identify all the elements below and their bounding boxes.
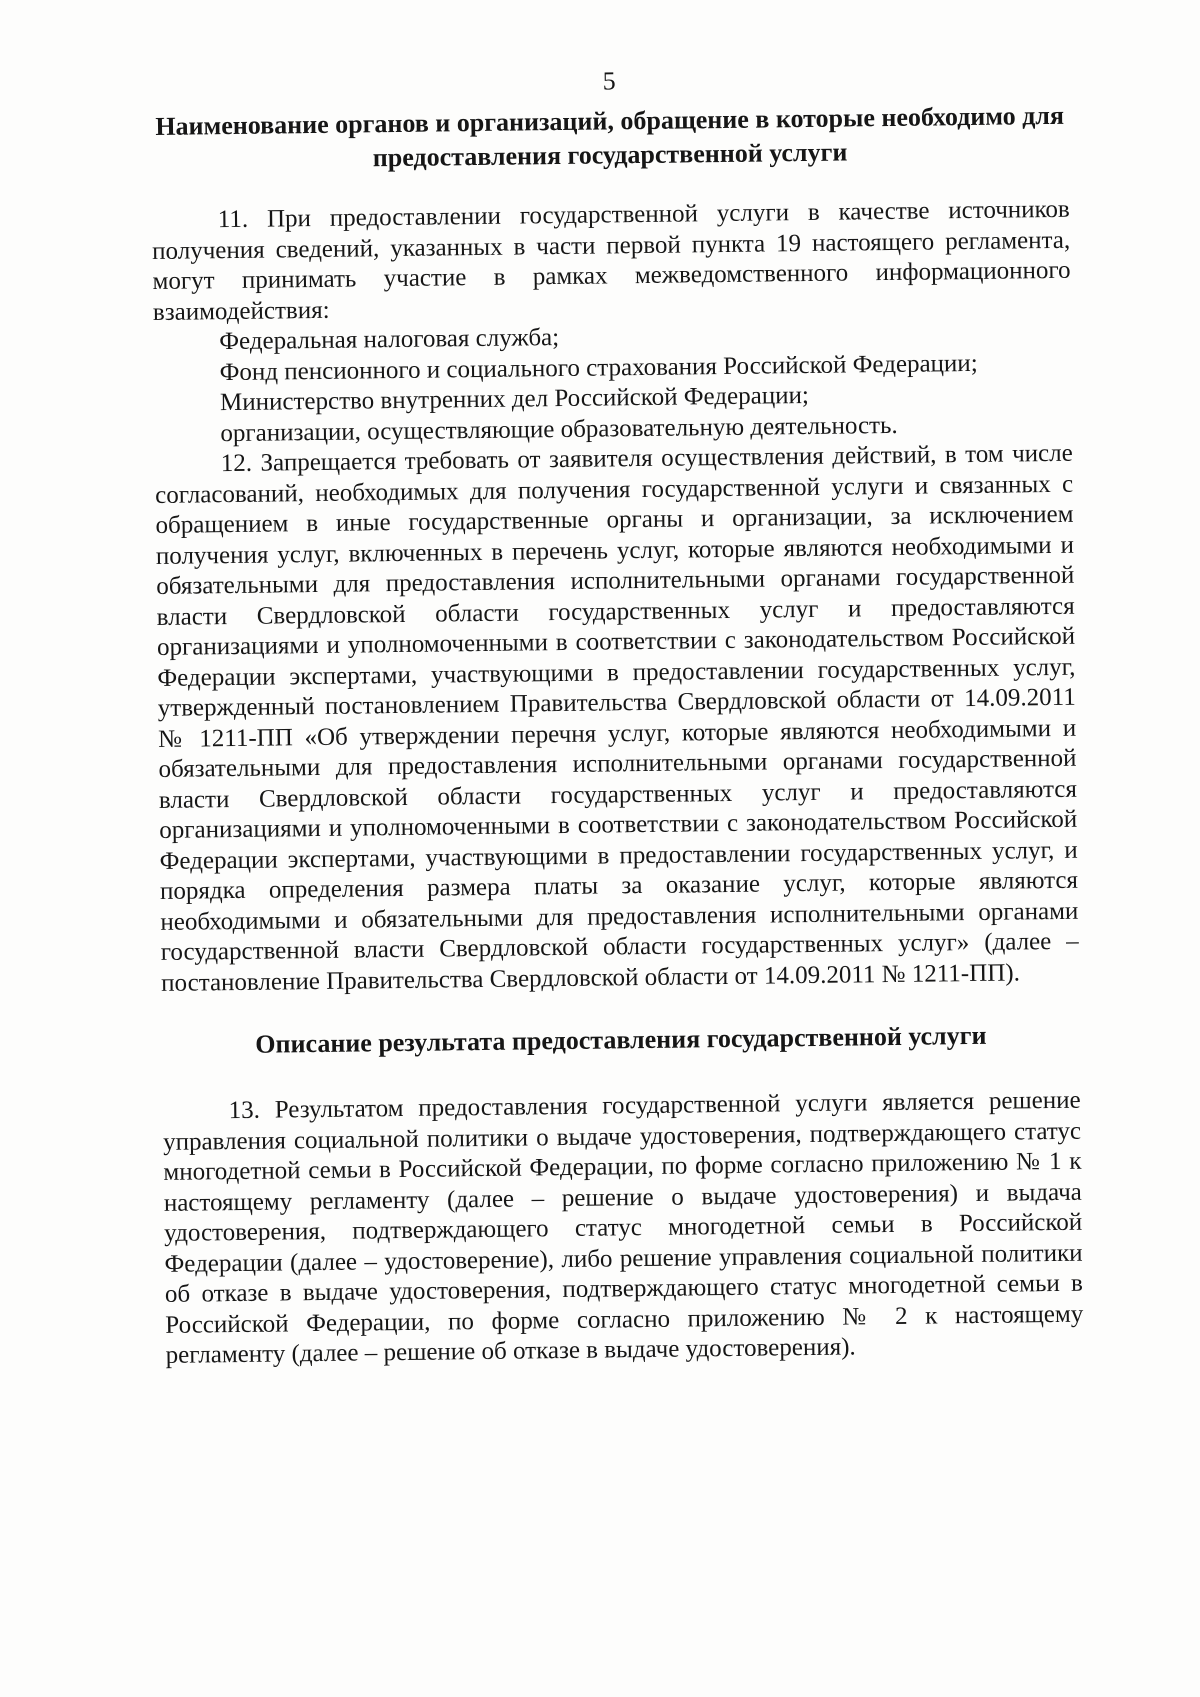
- agency-list: [153, 317, 1072, 450]
- page-content: [150, 59, 1084, 1372]
- paragraph-13: 13. Результатом предоставления государственной услуги является решение управления социальной политики о выдаче удостоверения, подтверждающего статус многодетной семьи в Российской Федерации, по форме согласно приложению № 1 к настоящему регламенту (далее – решение о выдаче удостоверения) и выдача удостоверения, подтверждающего статус многодетной семьи в Российской Федерации (далее – удостоверение), либо решение управления социальной политики об отказе в выдаче удостоверения, подтверждающего статус многодетной семьи в Российской Федерации, по форме согласно приложению № 2 к настоящему регламенту (далее – решение об отказе в выдаче удостоверения).: [162, 1086, 1084, 1369]
- page-number: 5: [602, 66, 616, 96]
- paragraph-12: 12. Запрещается требовать от заявителя осуществления действий, в том числе согласований, необходимых для получения государственной услуги и связанных с обращением в иные государственные органы и организации, за исключением получения услуг, включенных в перечень услуг, которые являются необходимыми и обязательными для предоставления исполнительными органами государственной власти Свердловской области государственных услуг и предоставляются организациями и уполномоченными в соответствии с законодательством Российской Федерации экспертами, участвующими в предоставлении государственных услуг, утвержденный постановлением Правительства Свердловской области от 14.09.2011 № 1211-ПП «Об утверждении перечня услуг, которые являются необходимыми и обязательными для предоставления исполнительными органами государственной власти Свердловской области государственных услуг и предоставляются организациями и уполномоченными в соответствии с законодательством Российской Федерации экспертами, участвующими в предоставлении государственных услуг, и порядка определения размера платы за оказание услуг, которые являются необходимыми и обязательными для предоставления исполнительными органами государственной власти Свердловской области государственных услуг» (далее – постановление Правительства Свердловской области от 14.09.2011 № 1211-ПП).: [155, 439, 1079, 997]
- paragraph-11: 11. При предоставлении государственной услуги в качестве источников получения сведений, указанных в части первой пункта 19 настоящего регламента, могут принимать участие в рамках межведомственного информационного взаимодействия:: [152, 195, 1071, 326]
- list-item: Министерство внутренних дел Российской Федерации;: [219, 381, 809, 417]
- list-item: Федеральная налоговая служба;: [219, 324, 560, 356]
- section-heading-result: Описание результата предоставления государственной услуги: [255, 1020, 987, 1059]
- section-heading-agencies: Наименование органов и организаций, обращение в которые необходимо для предоставления государственной услуги: [155, 100, 1065, 173]
- list-item: Фонд пенсионного и социального страхования Российской Федерации;: [219, 349, 978, 386]
- list-item: организации, осуществляющие образовательную деятельность.: [220, 411, 898, 447]
